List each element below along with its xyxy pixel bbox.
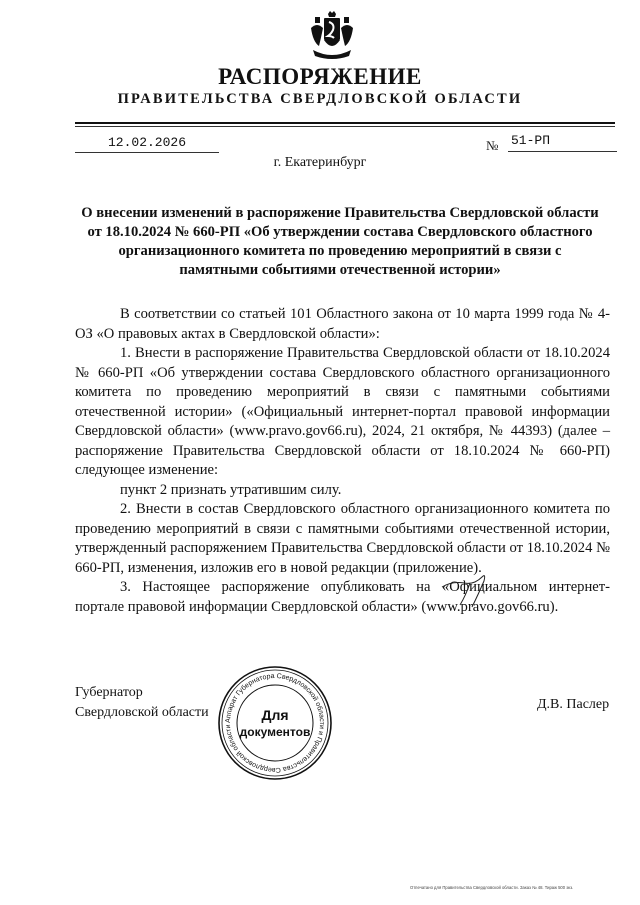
clause-2-paragraph: 2. Внести в состав Свердловского областного организационного комитета по проведению мероприятий в связи с памятными событиями отечественной истории, утвержденный распоряжением Правительства Свердловской области от 18.10.2024 № 660-РП, изменения, изложив его в новой редакции (приложение). [75,501,610,576]
signature-scribble [432,565,512,615]
coat-of-arms-emblem [305,8,359,62]
stamp-ring-text: Аппарат Губернатора Свердловской области и Правительства Свердловской области [224,672,326,774]
print-footer: Отпечатано для Правительства Свердловской области. Заказ № 48. Тираж 500 экз. [410,885,574,890]
city: г. Екатеринбург [273,155,367,170]
clause-3-paragraph: 3. Настоящее распоряжение опубликовать на «Официальном интернет-портале правовой информации Свердловской области» (www.pravo.gov66.ru). [75,579,610,615]
number-label: № [486,138,499,153]
signatory-position [75,683,209,723]
header-rule-thin [75,126,615,127]
document-type-title: РАСПОРЯЖЕНИЕ [218,64,422,89]
document-number: 51-РП [508,133,617,152]
signatory-position-line2: Свердловской области [75,705,209,720]
stamp-center-line2: документов [239,725,311,739]
clause-1-sub-paragraph: пункт 2 признать утратившим силу. [120,481,342,498]
header-rule-thick [75,122,615,124]
document-heading: О внесении изменений в распоряжение Правительства Свердловской области от 18.10.2024 № 660-РП «Об утверждении состава Свердловского областного организационного комитета по проведению мероприятий в связи с памятными событиями отечественной истории» [81,205,599,278]
official-stamp [216,664,334,782]
signatory-name: Д.В. Паслер [537,697,610,712]
document-date: 12.02.2026 [75,135,219,153]
stamp-center-line1: Для [261,707,289,723]
svg-text:Аппарат Губернатора Свердловск [225,673,325,773]
document-body [75,305,610,617]
clause-1-paragraph: 1. Внести в распоряжение Правительства Свердловской области от 18.10.2024 № 660-РП «Об утверждении состава Свердловского областного организационного комитета по проведению мероприятий в связи с памятными событиями отечественной истории» («Официальный интернет-портал правовой информации Свердловской области» (www.pravo.gov66.ru), 2024, 21 октября, № 44393) (далее – распоряжение Правительства Свердловской области от 18.10.2024 № 660-РП) следующее изменение: [75,345,610,478]
signatory-position-line1: Губернатор [75,685,143,700]
preamble-paragraph: В соответствии со статьей 101 Областного закона от 10 марта 1999 года № 4-ОЗ «О правовых актах в Свердловской области»: [75,306,610,342]
issuer-subtitle: ПРАВИТЕЛЬСТВА СВЕРДЛОВСКОЙ ОБЛАСТИ [117,91,523,107]
